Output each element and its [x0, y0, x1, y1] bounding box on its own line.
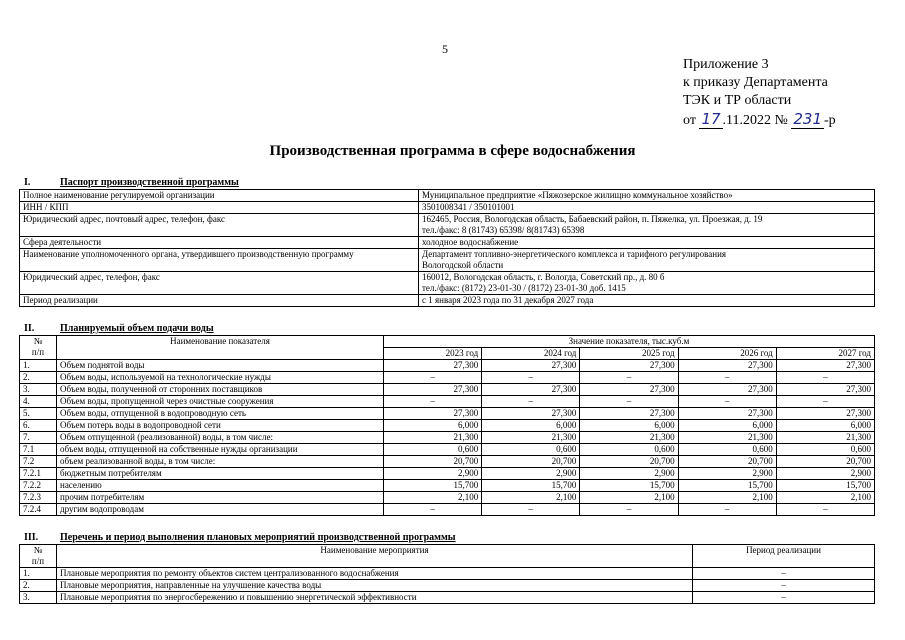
indicator-value: –: [678, 504, 776, 516]
indicator-value: 0,600: [678, 444, 776, 456]
section-1-number: I.: [24, 177, 31, 188]
row-number: 7.2: [20, 456, 57, 468]
measure-period: –: [693, 580, 875, 592]
indicator-value: 0,600: [384, 444, 482, 456]
indicator-value: 2,900: [384, 468, 482, 480]
indicator-value: –: [384, 504, 482, 516]
indicator-value: 2,900: [482, 468, 580, 480]
measure-row: [20, 568, 875, 580]
date-prefix: от: [683, 113, 696, 128]
passport-value: [419, 202, 875, 214]
measure-name: Плановые мероприятия по ремонту объектов систем централизованного водоснабжения: [57, 568, 693, 580]
indicator-value: 21,300: [482, 432, 580, 444]
row-number: 3.: [20, 592, 57, 604]
indicator-value: 20,700: [384, 456, 482, 468]
passport-label: Наименование уполномоченного органа, утвердившего производственную программу: [20, 249, 419, 272]
indicator-value: 2,900: [776, 468, 874, 480]
indicator-row: [20, 360, 875, 372]
indicator-value: –: [580, 504, 678, 516]
indicator-value: 6,000: [384, 420, 482, 432]
passport-label: Юридический адрес, телефон, факс: [20, 272, 419, 295]
indicator-value: 20,700: [678, 456, 776, 468]
indicator-row: [20, 456, 875, 468]
section-3-number: III.: [24, 532, 39, 543]
passport-row: [20, 272, 875, 295]
indicator-name: прочим потребителям: [57, 492, 384, 504]
indicator-row: [20, 408, 875, 420]
row-number: 5.: [20, 408, 57, 420]
indicator-name: бюджетным потребителям: [57, 468, 384, 480]
appendix-date-line: [683, 110, 836, 130]
indicator-value: 27,300: [776, 360, 874, 372]
indicator-row: [20, 492, 875, 504]
indicator-value: 27,300: [678, 360, 776, 372]
indicator-value: 27,300: [580, 360, 678, 372]
appendix-line-2: к приказу Департамента: [683, 75, 828, 90]
date-rest: .11.2022 №: [722, 113, 788, 128]
row-number: 2.: [20, 372, 57, 384]
indicator-value: 20,700: [776, 456, 874, 468]
passport-value-line: Вологодской области: [422, 260, 504, 270]
indicator-value: 21,300: [776, 432, 874, 444]
row-number: 7.2.2: [20, 480, 57, 492]
indicator-value: 27,300: [678, 384, 776, 396]
indicator-name: Объем потерь воды в водопроводной сети: [57, 420, 384, 432]
section-1-title: Паспорт производственной программы: [60, 177, 239, 188]
indicator-value: 6,000: [776, 420, 874, 432]
indicator-value: –: [776, 504, 874, 516]
indicator-value: 2,100: [384, 492, 482, 504]
passport-value: [419, 295, 875, 307]
year-header: 2026 год: [678, 348, 776, 360]
indicator-row: [20, 420, 875, 432]
year-header: 2024 год: [482, 348, 580, 360]
indicator-value: –: [678, 396, 776, 408]
indicator-row: [20, 444, 875, 456]
indicator-value: 6,000: [482, 420, 580, 432]
indicator-value: 15,700: [482, 480, 580, 492]
year-header: 2025 год: [580, 348, 678, 360]
col-number-header: № п/п: [20, 545, 57, 568]
order-suffix: -р: [824, 113, 836, 128]
indicator-value: 6,000: [580, 420, 678, 432]
indicator-value: 21,300: [678, 432, 776, 444]
passport-value-line: холодное водоснабжение: [422, 237, 519, 247]
passport-value: [419, 272, 875, 295]
row-number: 7.: [20, 432, 57, 444]
passport-value-line: Муниципальное предприятие «Пяжозерское жилищно коммунальное хозяйство»: [422, 190, 733, 200]
indicator-row: [20, 396, 875, 408]
handwritten-order-number: 231: [793, 110, 823, 128]
indicator-value: –: [580, 396, 678, 408]
indicator-value: 27,300: [678, 408, 776, 420]
passport-value: [419, 190, 875, 202]
indicator-value: –: [384, 396, 482, 408]
indicator-value: 27,300: [776, 408, 874, 420]
indicator-value: 2,100: [776, 492, 874, 504]
indicator-value: 20,700: [482, 456, 580, 468]
row-number: 2.: [20, 580, 57, 592]
passport-value: [419, 214, 875, 237]
indicator-value: –: [482, 396, 580, 408]
passport-table: [19, 189, 875, 307]
indicator-value: 27,300: [482, 360, 580, 372]
indicator-row: [20, 480, 875, 492]
col-measure-header: Наименование мероприятия: [57, 545, 693, 568]
row-number: 1.: [20, 360, 57, 372]
indicator-value: 21,300: [580, 432, 678, 444]
indicator-value: 20,700: [580, 456, 678, 468]
section-2-number: II.: [24, 323, 35, 334]
indicator-value: 0,600: [482, 444, 580, 456]
measure-row: [20, 592, 875, 604]
indicator-value: 27,300: [384, 384, 482, 396]
indicator-value: 0,600: [580, 444, 678, 456]
indicator-value: –: [776, 372, 874, 384]
indicator-name: объем реализованной воды, в том числе:: [57, 456, 384, 468]
indicator-row: [20, 468, 875, 480]
passport-row: [20, 237, 875, 249]
indicator-value: 27,300: [384, 408, 482, 420]
section-1-heading: [24, 177, 239, 188]
indicator-value: –: [482, 372, 580, 384]
indicator-row: [20, 372, 875, 384]
indicator-value: 27,300: [384, 360, 482, 372]
measure-name: Плановые мероприятия, направленные на улучшение качества воды: [57, 580, 693, 592]
indicator-row: [20, 384, 875, 396]
row-number: 7.2.3: [20, 492, 57, 504]
indicator-value: –: [678, 372, 776, 384]
passport-row: [20, 295, 875, 307]
indicator-name: Объем воды, полученной от сторонних поставщиков: [57, 384, 384, 396]
indicator-value: 15,700: [678, 480, 776, 492]
indicator-row: [20, 432, 875, 444]
appendix-line-1: Приложение 3: [683, 57, 769, 72]
row-number: 1.: [20, 568, 57, 580]
indicator-name: Объем воды, отпущенной в водопроводную сеть: [57, 408, 384, 420]
appendix-block: [683, 56, 836, 130]
passport-label: Период реализации: [20, 295, 419, 307]
passport-value-line: 160012, Вологодская область, г. Вологда, Советский пр., д. 80 б: [422, 272, 665, 282]
row-number: 4.: [20, 396, 57, 408]
passport-row: [20, 202, 875, 214]
indicator-name: объем воды, отпущенной на собственные нужды организации: [57, 444, 384, 456]
year-header: 2027 год: [776, 348, 874, 360]
indicator-value: 27,300: [776, 384, 874, 396]
indicator-value: 27,300: [580, 408, 678, 420]
row-number: 3.: [20, 384, 57, 396]
indicator-value: 15,700: [580, 480, 678, 492]
water-supply-table: [19, 335, 875, 516]
passport-value: [419, 249, 875, 272]
indicator-value: 6,000: [678, 420, 776, 432]
indicator-value: 2,900: [678, 468, 776, 480]
measure-period: –: [693, 568, 875, 580]
row-number: 6.: [20, 420, 57, 432]
measure-name: Плановые мероприятия по энергосбережению и повышению энергетической эффективности: [57, 592, 693, 604]
row-number: 7.2.4: [20, 504, 57, 516]
col-name-header: Наименование показателя: [57, 336, 384, 360]
passport-row: [20, 249, 875, 272]
passport-label: Юридический адрес, почтовый адрес, телефон, факс: [20, 214, 419, 237]
passport-row: [20, 190, 875, 202]
indicator-name: Объем воды, пропущенной через очистные сооружения: [57, 396, 384, 408]
section-3-heading: [24, 532, 456, 543]
year-header: 2023 год: [384, 348, 482, 360]
indicator-value: 15,700: [384, 480, 482, 492]
indicator-value: 27,300: [482, 384, 580, 396]
indicator-name: населению: [57, 480, 384, 492]
page-number: 5: [442, 42, 448, 56]
indicator-value: 2,100: [580, 492, 678, 504]
row-number: 7.1: [20, 444, 57, 456]
section-2-heading: [24, 323, 214, 334]
indicator-name: Объем поднятой воды: [57, 360, 384, 372]
indicator-value: 2,100: [482, 492, 580, 504]
indicator-value: 27,300: [482, 408, 580, 420]
section-2-title: Планируемый объем подачи воды: [60, 323, 214, 334]
passport-label: ИНН / КПП: [20, 202, 419, 214]
section-3-title: Перечень и период выполнения плановых мероприятий производственной программы: [60, 532, 456, 543]
passport-label: Сфера деятельности: [20, 237, 419, 249]
passport-value-line: тел./факс: 8 (81743) 65398/ 8(81743) 65398: [422, 225, 585, 235]
passport-value-line: 3501008341 / 350101001: [422, 202, 515, 212]
passport-row: [20, 214, 875, 237]
passport-value-line: 162465, Россия, Вологодская область, Бабаевский район, п. Пяжелка, ул. Проезжая, д. 19: [422, 214, 763, 224]
passport-value: [419, 237, 875, 249]
measure-period: –: [693, 592, 875, 604]
indicator-value: –: [776, 396, 874, 408]
col-period-header: Период реализации: [693, 545, 875, 568]
passport-value-line: с 1 января 2023 года по 31 декабря 2027 года: [422, 295, 594, 305]
measure-row: [20, 580, 875, 592]
indicator-row: [20, 504, 875, 516]
indicator-value: –: [384, 372, 482, 384]
col-values-header: Значение показателя, тыс.куб.м: [384, 336, 875, 348]
indicator-value: –: [482, 504, 580, 516]
indicator-value: 27,300: [580, 384, 678, 396]
indicator-value: 2,100: [678, 492, 776, 504]
indicator-value: 15,700: [776, 480, 874, 492]
row-number: 7.2.1: [20, 468, 57, 480]
indicator-value: –: [580, 372, 678, 384]
indicator-name: другим водопроводам: [57, 504, 384, 516]
indicator-value: 0,600: [776, 444, 874, 456]
appendix-line-3: ТЭК и ТР области: [683, 93, 792, 108]
measures-table: [19, 544, 875, 604]
indicator-value: 2,900: [580, 468, 678, 480]
handwritten-day: 17: [701, 110, 721, 128]
indicator-name: Объем отпущенной (реализованной) воды, в том числе:: [57, 432, 384, 444]
passport-label: Полное наименование регулируемой организации: [20, 190, 419, 202]
indicator-value: 21,300: [384, 432, 482, 444]
indicator-name: Объем воды, используемой на технологические нужды: [57, 372, 384, 384]
col-number-header: № п/п: [20, 336, 57, 360]
passport-value-line: Департамент топливно-энергетического комплекса и тарифного регулирования: [422, 249, 727, 259]
passport-value-line: тел./факс: (8172) 23-01-30 / (8172) 23-01-30 доб. 1415: [422, 283, 626, 293]
document-title: Производственная программа в сфере водоснабжения: [269, 143, 636, 159]
